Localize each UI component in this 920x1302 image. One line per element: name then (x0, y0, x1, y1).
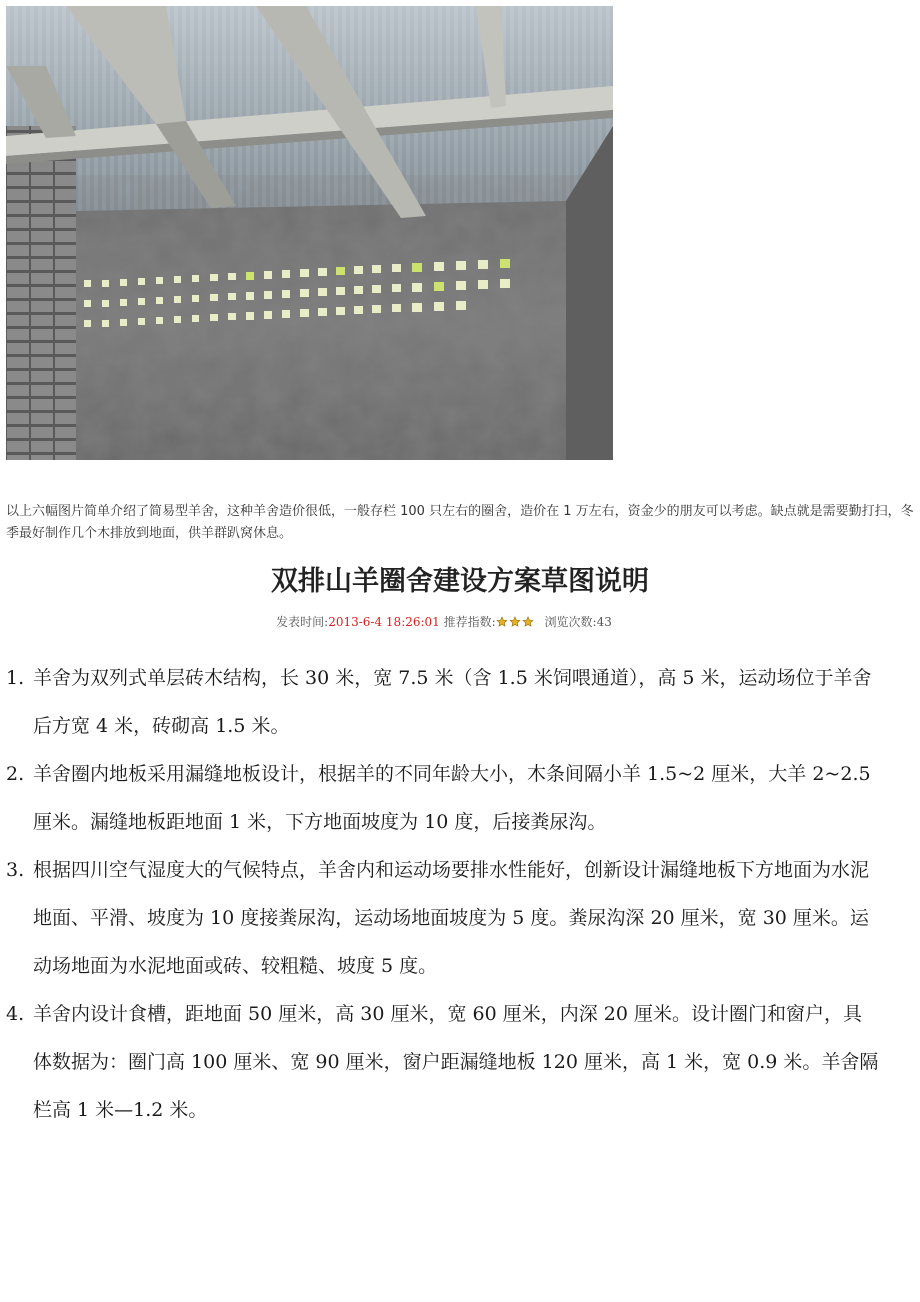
star-icon (509, 616, 521, 628)
item-text: 羊舍内设计食槽，距地面 50 厘米，高 30 厘米，宽 60 厘米，内深 20 厘米。设计圈门和窗户，具体数据为：圈门高 100 厘米、宽 90 厘米，窗户距漏缝地板 120 厘米，高 1 米，宽 0.9 米。羊舍隔栏高 1 米—1.2 米。 (33, 1003, 879, 1121)
item-number: 1. (6, 667, 25, 689)
list-item (0, 750, 920, 846)
date-value: 2013-6-4 18:26:01 (328, 615, 440, 629)
item-text: 根据四川空气湿度大的气候特点，羊舍内和运动场要排水性能好，创新设计漏缝地板下方地面为水泥地面、平滑、坡度为 10 度接粪尿沟，运动场地面坡度为 5 度。粪尿沟深 20 厘米，宽 30 厘米。运动场地面为水泥地面或砖、较粗糙、坡度 5 度。 (33, 859, 870, 977)
item-text: 羊舍为双列式单层砖木结构，长 30 米，宽 7.5 米（含 1.5 米饲喂通道），高 5 米，运动场位于羊舍后方宽 4 米，砖砌高 1.5 米。 (33, 667, 872, 737)
item-number: 4. (6, 1003, 25, 1025)
rating-label: 推荐指数: (443, 615, 496, 629)
barn-interior-photo (6, 6, 613, 460)
star-icon (522, 616, 534, 628)
article-title: 双排山羊圈舍建设方案草图说明 (271, 566, 649, 597)
date-label: 发表时间: (276, 615, 329, 629)
star-icon (496, 616, 508, 628)
barn-photo-drawing (6, 6, 613, 460)
item-number: 2. (6, 763, 25, 785)
item-number: 3. (6, 859, 25, 881)
views-label: 浏览次数: (544, 615, 597, 629)
plan-items-list (0, 654, 920, 1134)
article-meta (0, 612, 888, 634)
list-item (0, 846, 920, 990)
list-item (0, 654, 920, 750)
item-text: 羊舍圈内地板采用漏缝地板设计，根据羊的不同年龄大小，木条间隔小羊 1.5~2 厘米，大羊 2~2.5 厘米。漏缝地板距地面 1 米，下方地面坡度为 10 度，后接粪尿沟。 (33, 763, 871, 833)
views-value: 43 (596, 615, 612, 629)
rating-stars (496, 614, 535, 634)
list-item (0, 990, 920, 1134)
intro-paragraph: 以上六幅图片简单介绍了简易型羊舍，这种羊舍造价很低，一般存栏 100 只左右的圈舍，造价在 1 万左右，资金少的朋友可以考虑。缺点就是需要勤打扫，冬季最好制作几个木排放到地面，供羊群趴窝休息。 (6, 504, 914, 541)
